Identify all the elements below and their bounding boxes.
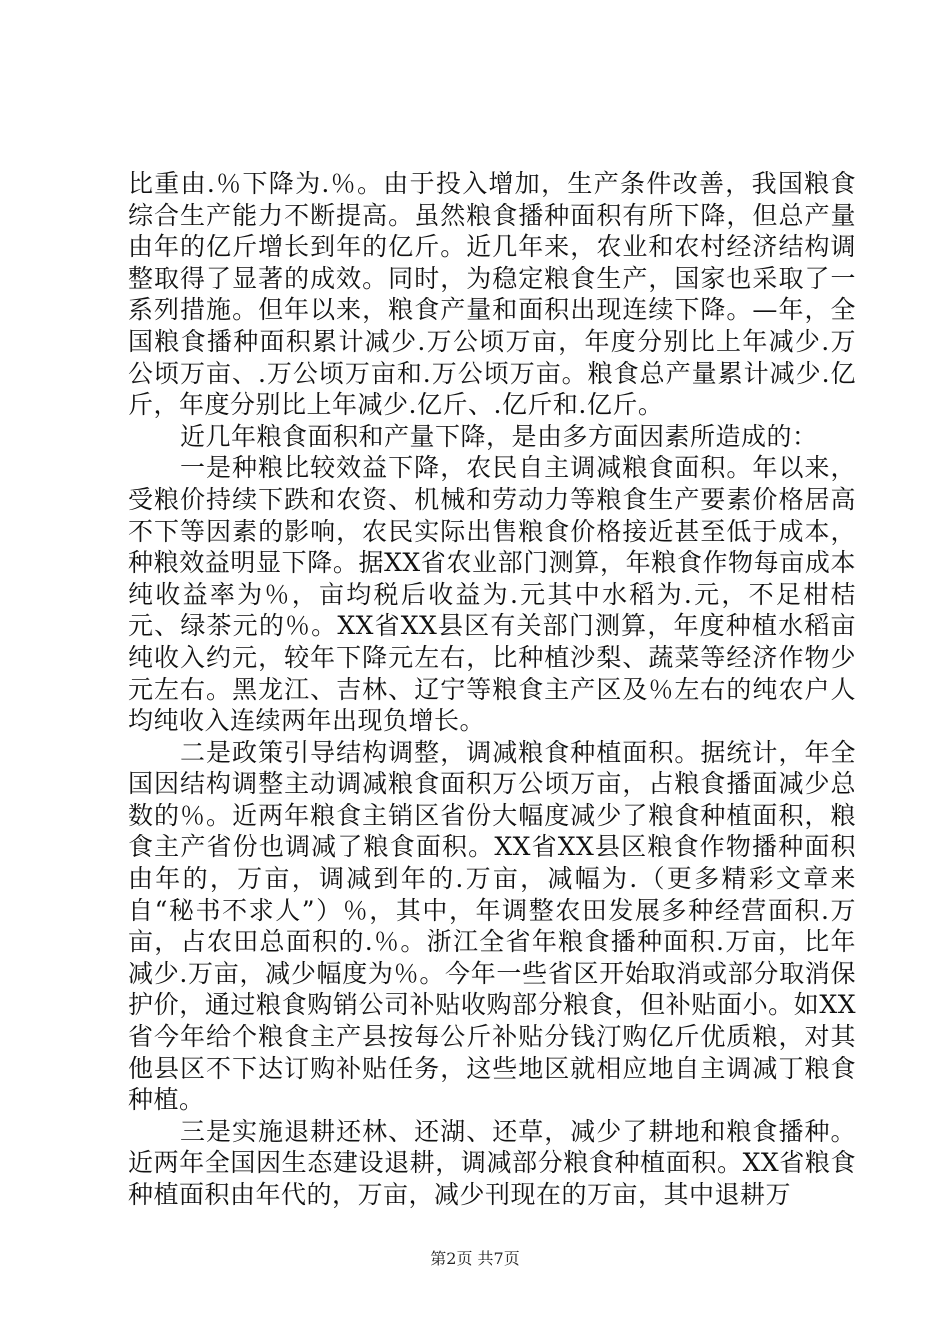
body-text [128,168,856,1211]
paragraph-5: 三是实施退耕还林、还湖、还草，减少了耕地和粮食播种。近两年全国因生态建设退耕，调减部分粮食种植面积。XX省粮食种植面积由年代的，万亩，减少刊现在的万亩，其中退耕万 [128,1116,856,1209]
paragraph-3: 一是种粮比较效益下降，农民自主调减粮食面积。年以来，受粮价持续下跌和农资、机械和劳动力等粮食生产要素价格居高不下等因素的影响，农民实际出售粮食价格接近甚至低于成本，种粮效益明显下降。据XX省农业部门测算，年粮食作物每亩成本纯收益率为％，亩均税后收益为.元其中水稻为.元，不足柑桔元、绿茶元的％。XX省XX县区有关部门测算，年度种植水稻亩纯收入约元，较年下降元左右，比种植沙梨、蔬菜等经济作物少元左右。黑龙江、吉林、辽宁等粮食主产区及％左右的纯农户人均纯收入连续两年出现负增长。 [128,453,856,736]
paragraph-2: 近几年粮食面积和产量下降，是由多方面因素所造成的： [180,421,818,451]
page-number-footer: 第2页 共7页 [430,1249,520,1268]
paragraph-1: 比重由.％下降为.％。由于投入增加，生产条件改善，我国粮食综合生产能力不断提高。虽然粮食播种面积有所下降，但总产量由年的亿斤增长到年的亿斤。近几年来，农业和农村经济结构调整取得了显著的成效。同时，为稳定粮食生产，国家也采取了一系列措施。但年以来，粮食产量和面积出现连续下降。—年，全国粮食播种面积累计减少.万公顷万亩，年度分别比上年减少.万公顷万亩、.万公顷万亩和.万公顷万亩。粮食总产量累计减少.亿斤，年度分别比上年减少.亿斤、.亿斤和.亿斤。 [128,169,856,420]
paragraph-4: 二是政策引导结构调整，调减粮食种植面积。据统计，年全国因结构调整主动调减粮食面积万公顷万亩，占粮食播面减少总数的％。近两年粮食主销区省份大幅度减少了粮食种植面积，粮食主产省份也调减了粮食面积。XX省XX县区粮食作物播种面积由年的，万亩，调减到年的.万亩，减幅为.（更多精彩文章来自“秘书不求人”）％，其中，年调整农田发展多种经营面积.万亩，占农田总面积的.％。浙江全省年粮食播种面积.万亩，比年减少.万亩，减少幅度为％。今年一些省区开始取消或部分取消保护价，通过粮食购销公司补贴收购部分粮食，但补贴面小。如XX省今年给个粮食主产县按每公斤补贴分钱汀购亿斤优质粮，对其他县区不下达订购补贴任务，这些地区就相应地自主调减丁粮食种植。 [128,737,856,1115]
